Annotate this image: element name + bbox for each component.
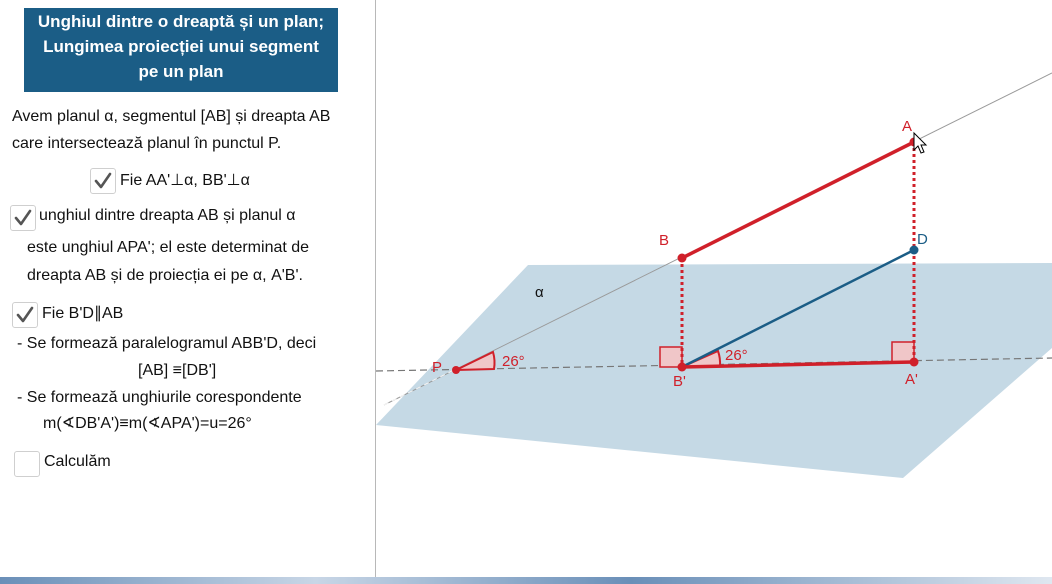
label-p: P <box>432 359 443 376</box>
title-line-3: pe un plan <box>138 62 224 81</box>
intro-line-2: care intersectează planul în punctul P. <box>12 135 282 152</box>
geometry-figure <box>376 0 1052 577</box>
perpendicular-checkbox[interactable] <box>90 168 116 194</box>
taskbar-strip <box>0 577 1052 584</box>
algebra-panel <box>0 0 376 577</box>
calculate-checkbox[interactable] <box>14 451 40 477</box>
point-a-prime[interactable] <box>910 358 919 367</box>
point-p[interactable] <box>452 366 460 374</box>
intro-line-1: Avem planul α, segmentul [AB] și dreapta AB <box>12 108 331 125</box>
angle-text-line-2: este unghiul APA'; el este determinat de <box>27 239 310 256</box>
graphics-canvas[interactable] <box>376 0 1052 577</box>
parallel-text-line-3: - Se formează unghiurile corespondente <box>17 389 302 406</box>
angle-p-label: 26° <box>502 353 525 370</box>
label-a: A <box>902 118 913 135</box>
label-a-prime: A' <box>905 371 918 388</box>
title-line-2: Lungimea proiecției unui segment <box>43 37 319 56</box>
angle-label: unghiul dintre dreapta AB și planul α <box>39 207 296 224</box>
check-icon <box>93 171 113 191</box>
parallel-checkbox[interactable] <box>12 302 38 328</box>
segment-ab <box>682 142 914 258</box>
plane-alpha <box>376 263 1052 478</box>
label-b: B <box>659 232 670 249</box>
check-icon <box>13 208 33 228</box>
point-b[interactable] <box>678 254 687 263</box>
title-box <box>24 8 338 92</box>
parallel-text-line-1: - Se formează paralelogramul ABB'D, deci <box>17 335 317 352</box>
plane-alpha-label: α <box>535 284 544 301</box>
calculate-label: Calculăm <box>44 453 111 470</box>
angle-text-line-3: dreapta AB și de proiecția ei pe α, A'B'. <box>27 267 303 284</box>
parallel-text-line-2: [AB] ≡[DB'] <box>138 362 217 379</box>
angle-checkbox[interactable] <box>10 205 36 231</box>
angle-b-prime-label: 26° <box>725 347 748 364</box>
parallel-text-line-4: m(∢DB'A')≡m(∢APA')=u=26° <box>43 415 252 432</box>
label-b-prime: B' <box>673 373 686 390</box>
point-b-prime[interactable] <box>678 363 687 372</box>
title-line-1: Unghiul dintre o dreaptă și un plan; <box>37 12 325 31</box>
parallel-label: Fie B'D∥AB <box>42 305 124 322</box>
label-d: D <box>917 231 928 248</box>
check-icon <box>15 305 35 325</box>
perpendicular-label: Fie AA'⊥α, BB'⊥α <box>120 172 250 189</box>
